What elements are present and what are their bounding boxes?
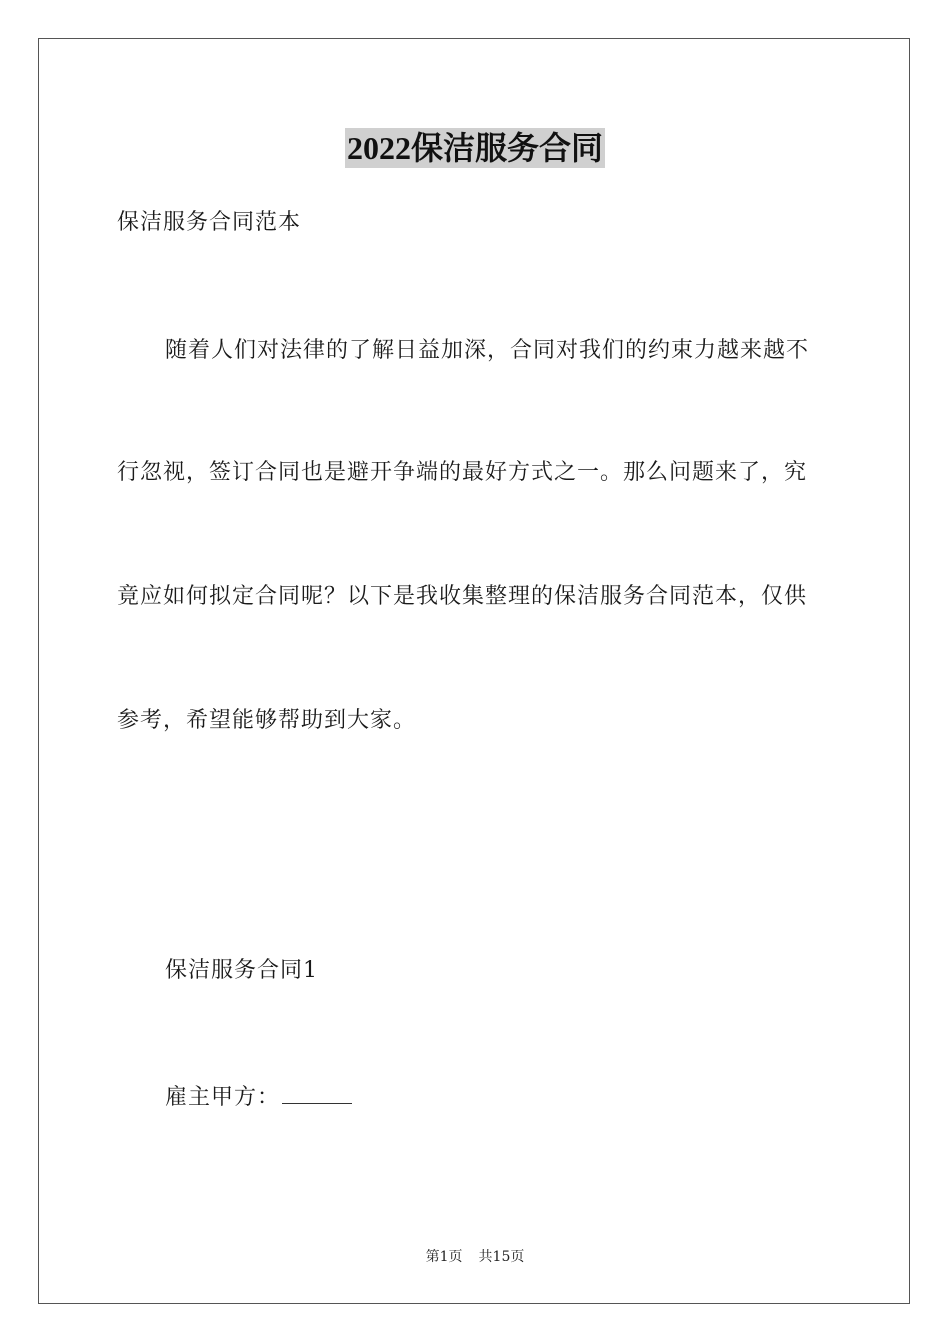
page-footer <box>0 1248 950 1266</box>
intro-line-4: 参考，希望能够帮助到大家。 <box>117 708 417 733</box>
intro-line-3: 竟应如何拟定合同呢？以下是我收集整理的保洁服务合同范本，仅供 <box>117 584 808 609</box>
employer-label: 雇主甲方： <box>165 1085 281 1110</box>
document-subtitle: 保洁服务合同范本 <box>117 210 302 235</box>
document-title-wrapper <box>0 128 950 168</box>
page-total: 共15页 <box>478 1249 525 1265</box>
page-number: 第1页 <box>425 1249 463 1265</box>
intro-line-1: 随着人们对法律的了解日益加深，合同对我们的约束力越来越不 <box>165 338 810 363</box>
document-title: 2022保洁服务合同 <box>346 130 603 166</box>
section-heading: 保洁服务合同1 <box>165 958 318 983</box>
intro-line-2: 行忽视，签订合同也是避开争端的最好方式之一。那么问题来了，究 <box>117 460 808 485</box>
employer-blank-field <box>282 1081 352 1104</box>
employer-line <box>165 1081 352 1113</box>
